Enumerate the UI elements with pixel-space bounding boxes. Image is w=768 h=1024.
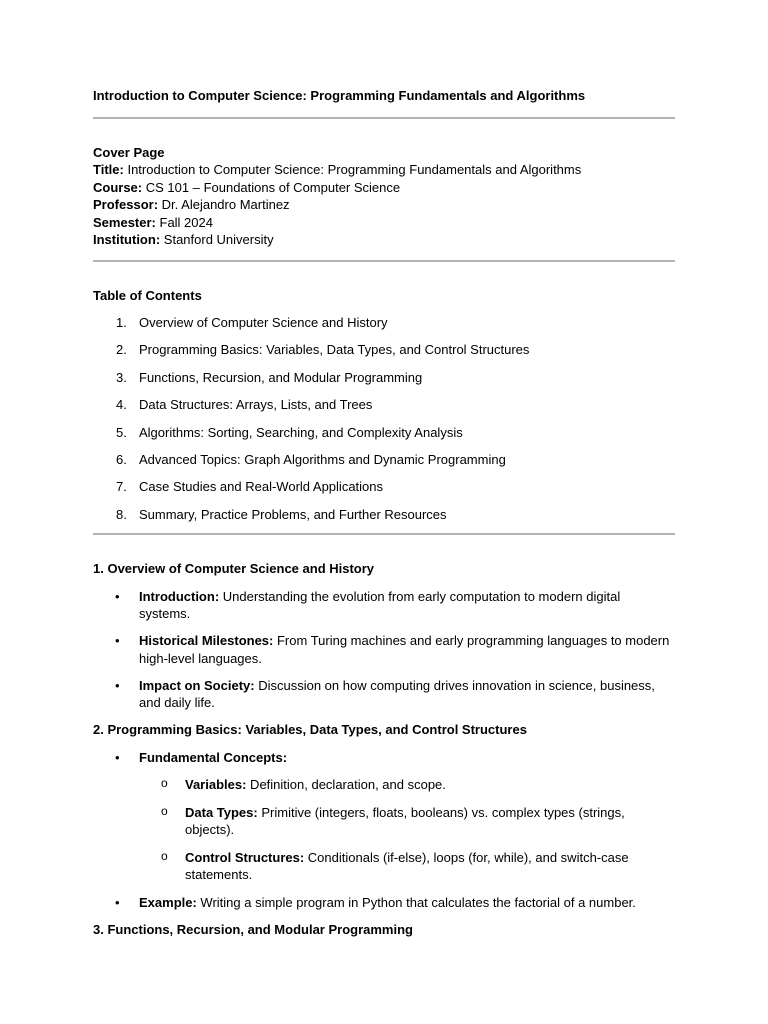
cover-professor-label: Professor: [93,197,159,212]
toc-item: 2. Programming Basics: Variables, Data Types, and Control Structures [116,342,530,358]
toc-item: 8. Summary, Practice Problems, and Further Resources [116,506,447,522]
document-page [93,0,675,938]
sub-bullet-list [139,776,675,884]
cover-institution-value: Stanford University [163,232,274,247]
cover-page-section [93,144,675,249]
bullet-item: • Historical Milestones: From Turing machines and early programming languages to modern high-level languages. [93,632,675,667]
bullet-item: • Example: Writing a simple program in Python that calculates the factorial of a number. [93,894,675,912]
toc-item: 7. Case Studies and Real-World Applications [116,479,384,495]
sub-bullet-item: o Variables: Definition, declaration, and scope. [139,776,675,794]
horizontal-rule [93,260,675,262]
cover-semester-line [93,214,675,232]
cover-heading: Cover Page [93,144,165,160]
cover-semester-label: Semester: [93,214,156,230]
cover-title-label: Title: [93,162,124,177]
cover-course-line [93,179,675,197]
section-1-heading: 1. Overview of Computer Science and History [93,561,375,577]
toc-item: 3. Functions, Recursion, and Modular Programming [116,369,423,385]
cover-title-value: Introduction to Computer Science: Programming Fundamentals and Algorithms [127,162,582,177]
toc-heading: Table of Contents [93,287,202,303]
document-title: Introduction to Computer Science: Programming Fundamentals and Algorithms [93,88,586,103]
cover-title-line [93,161,675,179]
cover-institution-line [93,231,675,249]
toc-item: 1. Overview of Computer Science and History [116,315,388,330]
cover-semester-value: Fall 2024 [159,214,213,230]
section-2 [93,721,675,911]
toc-item: 5. Algorithms: Sorting, Searching, and Complexity Analysis [116,424,463,440]
section-2-heading: 2. Programming Basics: Variables, Data Types, and Control Structures [93,722,527,738]
cover-institution-label: Institution: [93,232,161,247]
toc-item: 4. Data Structures: Arrays, Lists, and Trees [116,397,373,413]
section-1 [93,560,675,712]
toc-list [93,314,675,523]
sub-bullet-item: o Data Types: Primitive (integers, floats, booleans) vs. complex types (strings, objects). [139,804,675,839]
section-3-heading: 3. Functions, Recursion, and Modular Programming [93,921,413,937]
table-of-contents [93,287,675,524]
bullet-item: • Impact on Society: Discussion on how computing drives innovation in science, business, and daily life. [93,677,675,712]
section-2-bullets [93,749,675,912]
toc-item: 6. Advanced Topics: Graph Algorithms and Dynamic Programming [116,451,506,467]
cover-professor-value: Dr. Alejandro Martinez [161,197,290,212]
section-3 [93,921,675,939]
cover-course-value: CS 101 – Foundations of Computer Science [145,179,401,195]
bullet-item: • Introduction: Understanding the evolution from early computation to modern digital systems. [93,588,675,623]
bullet-item: • Fundamental Concepts: o Variables: Definition, declaration, and scope. o Data Types: Primitive (integers, floats, booleans) vs. complex types (strings, objects). o Control Structures: Conditionals (if-else), loops (for, while), and switch-case statements. [93,749,675,884]
horizontal-rule [93,117,675,119]
cover-course-label: Course: [93,179,143,195]
section-1-bullets [93,588,675,712]
horizontal-rule [93,533,675,535]
sub-bullet-item: o Control Structures: Conditionals (if-else), loops (for, while), and switch-case statements. [139,849,675,884]
cover-professor-line [93,196,675,214]
